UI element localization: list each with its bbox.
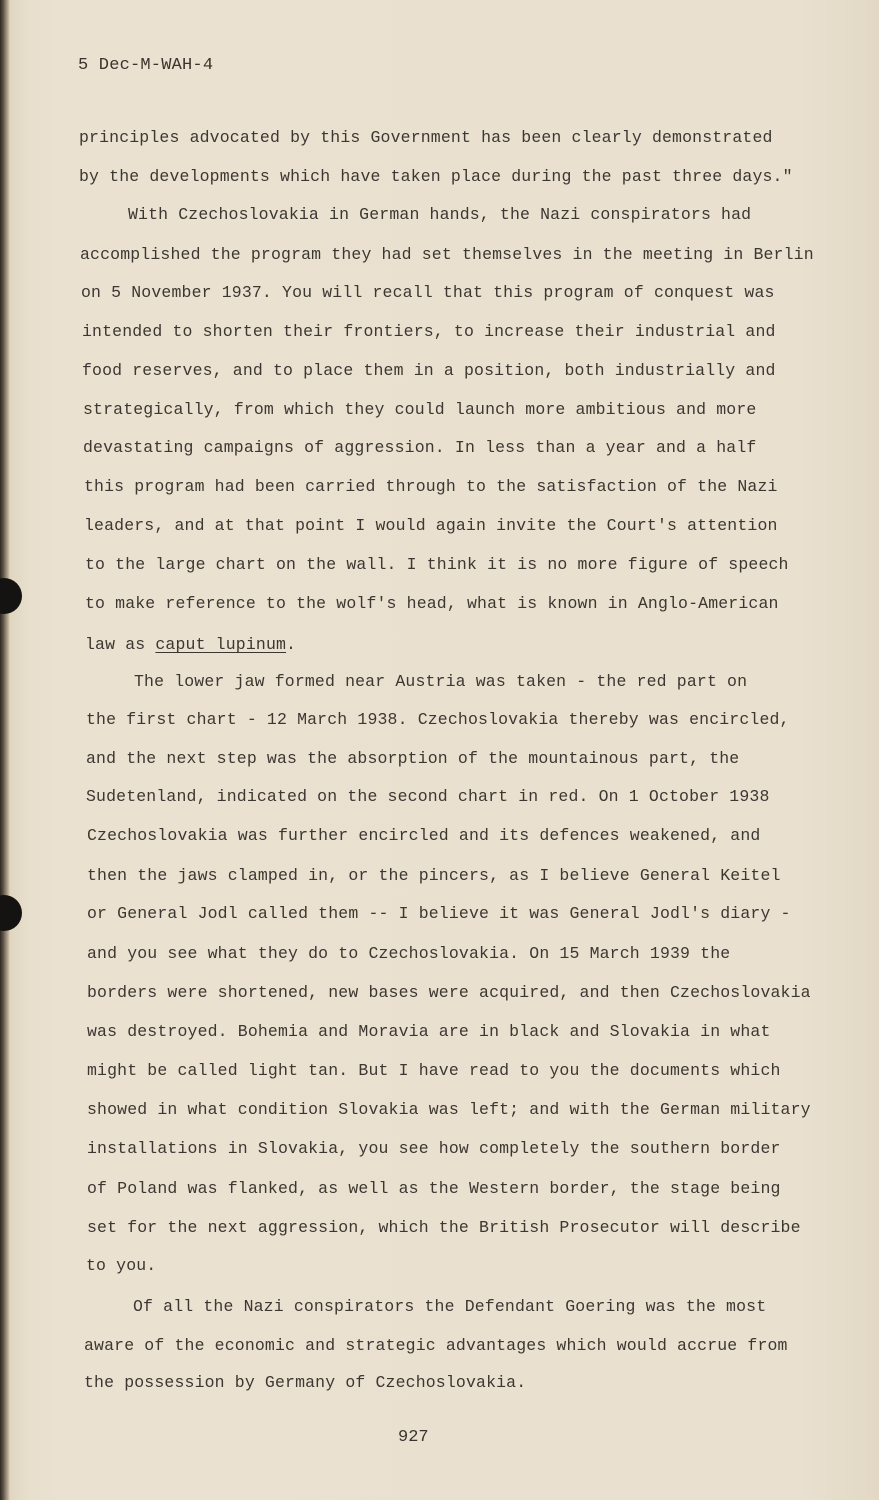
text-line: of Poland was flanked, as well as the Western border, the stage being (87, 1179, 781, 1198)
text-line: installations in Slovakia, you see how completely the southern border (87, 1139, 781, 1158)
punch-hole-bottom (0, 895, 22, 931)
binding-edge-shadow (0, 0, 10, 1500)
text-line: this program had been carried through to the satisfaction of the Nazi (84, 477, 778, 496)
text-line: showed in what condition Slovakia was left; and with the German military (87, 1100, 811, 1119)
page-number: 927 (398, 1428, 429, 1447)
text-line: intended to shorten their frontiers, to increase their industrial and (82, 322, 776, 341)
text-line: aware of the economic and strategic advantages which would accrue from (84, 1336, 788, 1355)
text-line: Czechoslovakia was further encircled and its defences weakened, and (87, 826, 761, 845)
text-line: accomplished the program they had set themselves in the meeting in Berlin (80, 245, 814, 264)
text-line: strategically, from which they could launch more ambitious and more (83, 400, 757, 419)
text-line: the first chart - 12 March 1938. Czechoslovakia thereby was encircled, (86, 710, 790, 729)
text-line: With Czechoslovakia in German hands, the Nazi conspirators had (128, 205, 752, 224)
punch-hole-top (0, 578, 22, 614)
text-line: by the developments which have taken place during the past three days." (79, 167, 793, 186)
text-line: food reserves, and to place them in a position, both industrially and (82, 361, 776, 380)
text-line: might be called light tan. But I have read to you the documents which (87, 1061, 781, 1080)
text-line: to you. (86, 1256, 157, 1275)
text-line: Of all the Nazi conspirators the Defendant Goering was the most (133, 1297, 767, 1316)
document-reference: 5 Dec-M-WAH-4 (78, 56, 214, 75)
text-line: or General Jodl called them -- I believe it was General Jodl's diary - (87, 904, 791, 923)
text-line: leaders, and at that point I would again invite the Court's attention (84, 516, 778, 535)
text-line: then the jaws clamped in, or the pincers, as I believe General Keitel (87, 866, 781, 885)
text-line: to make reference to the wolf's head, what is known in Anglo-American (85, 594, 779, 613)
text-line: principles advocated by this Government has been clearly demonstrated (79, 128, 773, 147)
text-line: to the large chart on the wall. I think it is no more figure of speech (85, 555, 789, 574)
text-line-lead: law as (85, 635, 156, 654)
text-line: borders were shortened, new bases were acquired, and then Czechoslovakia (87, 983, 811, 1002)
text-line: and you see what they do to Czechoslovakia. On 15 March 1939 the (87, 944, 731, 963)
text-line: and the next step was the absorption of the mountainous part, the (86, 749, 740, 768)
text-line: set for the next aggression, which the British Prosecutor will describe (87, 1218, 801, 1237)
underlined-term: caput lupinum (155, 635, 287, 654)
text-line: on 5 November 1937. You will recall that this program of conquest was (81, 283, 775, 302)
text-line: Sudetenland, indicated on the second chart in red. On 1 October 1938 (86, 787, 770, 806)
text-line: the possession by Germany of Czechoslovakia. (84, 1373, 527, 1392)
text-line-caput-lupinum (85, 635, 296, 654)
text-line: devastating campaigns of aggression. In less than a year and a half (83, 438, 757, 457)
text-line: The lower jaw formed near Austria was taken - the red part on (134, 672, 748, 691)
text-line: was destroyed. Bohemia and Moravia are in black and Slovakia in what (87, 1022, 771, 1041)
underlined-term-punct: . (286, 635, 297, 654)
